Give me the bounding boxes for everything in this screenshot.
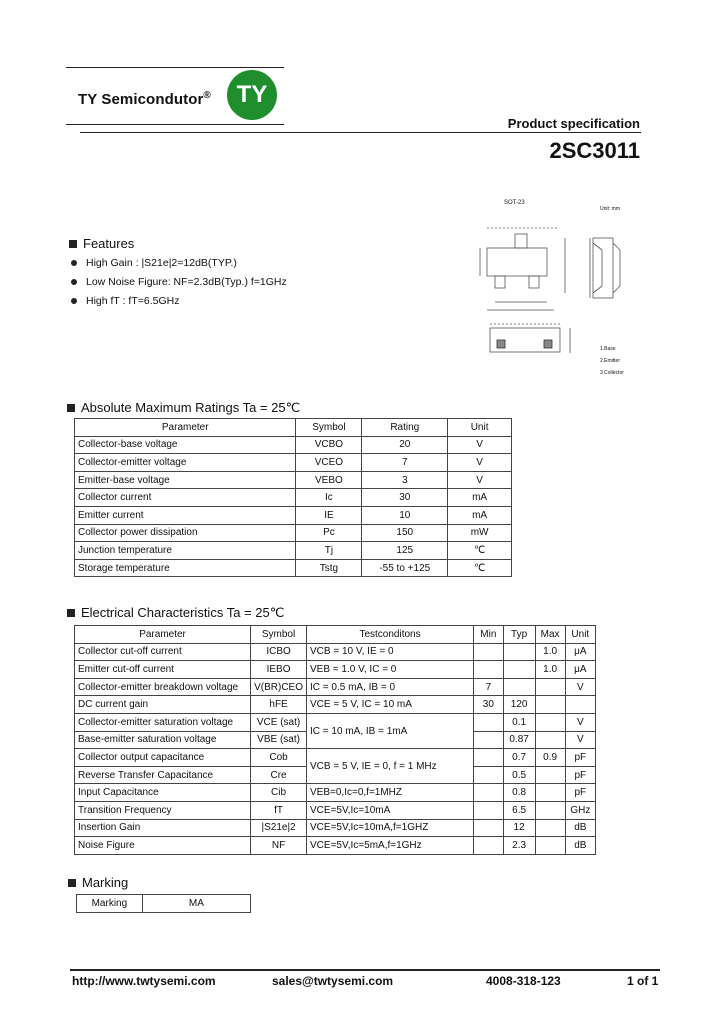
unit-cell: μA	[565, 661, 595, 679]
footer-page: 1 of 1	[627, 974, 659, 988]
min-cell	[474, 713, 504, 731]
param-cell: Junction temperature	[75, 542, 296, 560]
max-cell	[535, 713, 565, 731]
param-cell: Input Capacitance	[75, 784, 251, 802]
unit-note: Unit: mm	[600, 206, 620, 212]
cond-cell: VCE=5V,Ic=10mA	[307, 801, 474, 819]
param-cell: Collector-emitter breakdown voltage	[75, 678, 251, 696]
header-left-rule	[66, 124, 284, 125]
company-logo	[227, 70, 277, 120]
table-row	[75, 837, 596, 855]
unit-cell: dB	[565, 819, 595, 837]
unit-cell: V	[565, 731, 595, 749]
feature-item	[71, 276, 287, 288]
unit-cell: pF	[565, 784, 595, 802]
registered-mark: ®	[203, 90, 211, 101]
features-title	[69, 236, 134, 251]
min-cell	[474, 643, 504, 661]
unit-cell: μA	[565, 643, 595, 661]
bullet-icon	[71, 279, 77, 285]
typ-cell: 0.5	[503, 766, 535, 784]
typ-cell: 0.87	[503, 731, 535, 749]
footer-rule	[70, 969, 660, 971]
unit-cell: V	[448, 436, 512, 454]
unit-cell: ℃	[448, 559, 512, 577]
sym-cell: hFE	[251, 696, 307, 714]
typ-cell	[503, 661, 535, 679]
max-cell	[535, 696, 565, 714]
header-cell: Testconditons	[307, 626, 474, 644]
param-cell: Collector-emitter saturation voltage	[75, 713, 251, 731]
rating-cell: 30	[362, 489, 448, 507]
typ-cell: 0.8	[503, 784, 535, 802]
sym-cell: ICBO	[251, 643, 307, 661]
max-cell	[535, 678, 565, 696]
typ-cell: 12	[503, 819, 535, 837]
param-cell: Emitter cut-off current	[75, 661, 251, 679]
table-row	[75, 801, 596, 819]
section-bullet	[69, 240, 77, 248]
min-cell: 30	[474, 696, 504, 714]
footer-phone: 4008-318-123	[486, 974, 561, 988]
table-row	[75, 643, 596, 661]
sym-cell: Cob	[251, 749, 307, 767]
bullet-icon	[71, 298, 77, 304]
param-cell: Noise Figure	[75, 837, 251, 855]
symbol-cell: IE	[296, 506, 362, 524]
unit-cell: V	[448, 454, 512, 472]
max-cell: 0.9	[535, 749, 565, 767]
table-row	[75, 542, 512, 560]
package-name: SOT-23	[504, 200, 525, 206]
unit-cell	[565, 696, 595, 714]
param-cell: Storage temperature	[75, 559, 296, 577]
table-row	[75, 749, 596, 767]
table-header-row	[75, 419, 512, 437]
rating-cell: 10	[362, 506, 448, 524]
symbol-cell: VCEO	[296, 454, 362, 472]
elec-title	[67, 605, 284, 621]
cond-cell: VCB = 10 V, IE = 0	[307, 643, 474, 661]
param-cell: Reverse Transfer Capacitance	[75, 766, 251, 784]
param-cell: Collector power dissipation	[75, 524, 296, 542]
param-cell: Collector current	[75, 489, 296, 507]
sym-cell: VBE (sat)	[251, 731, 307, 749]
typ-cell: 120	[503, 696, 535, 714]
sym-cell: |S21e|2	[251, 819, 307, 837]
table-row	[75, 559, 512, 577]
min-cell	[474, 749, 504, 767]
rating-cell: 7	[362, 454, 448, 472]
footer-website-link[interactable]: http://www.twtysemi.com	[72, 974, 216, 988]
cond-cell: IC = 10 mA, IB = 1mA	[307, 713, 474, 748]
min-cell	[474, 837, 504, 855]
elec-table	[74, 625, 596, 855]
header-cell: Parameter	[75, 626, 251, 644]
sym-cell: fT	[251, 801, 307, 819]
unit-cell: pF	[565, 749, 595, 767]
table-row	[75, 454, 512, 472]
cond-cell: VCE=5V,Ic=5mA,f=1GHz	[307, 837, 474, 855]
max-cell: 1.0	[535, 643, 565, 661]
typ-cell: 6.5	[503, 801, 535, 819]
symbol-cell: Ic	[296, 489, 362, 507]
sym-cell: VCE (sat)	[251, 713, 307, 731]
abs-max-title-text: Absolute Maximum Ratings Ta = 25℃	[81, 400, 301, 415]
footer-email-link[interactable]: sales@twtysemi.com	[272, 974, 394, 988]
cond-cell: VCB = 5 V, IE = 0, f = 1 MHz	[307, 749, 474, 784]
rating-cell: -55 to +125	[362, 559, 448, 577]
sym-cell: Cre	[251, 766, 307, 784]
param-cell: Base-emitter saturation voltage	[75, 731, 251, 749]
max-cell	[535, 801, 565, 819]
section-bullet	[67, 609, 75, 617]
min-cell	[474, 819, 504, 837]
max-cell	[535, 819, 565, 837]
bullet-icon	[71, 260, 77, 266]
param-cell: Collector cut-off current	[75, 643, 251, 661]
marking-value: MA	[142, 895, 250, 913]
param-cell: Transition Frequency	[75, 801, 251, 819]
param-cell: DC current gain	[75, 696, 251, 714]
unit-cell: GHz	[565, 801, 595, 819]
abs-max-title	[67, 400, 300, 416]
package-drawing	[470, 198, 640, 383]
table-row	[75, 819, 596, 837]
cond-cell: VCE = 5 V, IC = 10 mA	[307, 696, 474, 714]
typ-cell: 0.7	[503, 749, 535, 767]
min-cell: 7	[474, 678, 504, 696]
feature-text: High Gain : |S21e|2=12dB(TYP.)	[86, 257, 237, 269]
unit-cell: ℃	[448, 542, 512, 560]
max-cell	[535, 731, 565, 749]
max-cell	[535, 837, 565, 855]
pin-label-3: 3.Collector	[600, 370, 624, 376]
min-cell	[474, 661, 504, 679]
sym-cell: IEBO	[251, 661, 307, 679]
sym-cell: NF	[251, 837, 307, 855]
pin-label-2: 2.Emitter	[600, 358, 621, 364]
table-header-row	[75, 626, 596, 644]
typ-cell: 2.3	[503, 837, 535, 855]
param-cell: Insertion Gain	[75, 819, 251, 837]
pin-labels	[600, 343, 624, 379]
symbol-cell: Pc	[296, 524, 362, 542]
param-cell: Collector-base voltage	[75, 436, 296, 454]
header-long-rule	[80, 132, 641, 133]
cond-cell: VEB = 1.0 V, IC = 0	[307, 661, 474, 679]
symbol-cell: VEBO	[296, 471, 362, 489]
header-cell: Parameter	[75, 419, 296, 437]
header-cell: Min	[474, 626, 504, 644]
min-cell	[474, 731, 504, 749]
abs-max-table	[74, 418, 512, 577]
feature-text: High fT : fT=6.5GHz	[86, 295, 180, 307]
header-cell: Symbol	[251, 626, 307, 644]
feature-item	[71, 295, 179, 307]
header-cell: Symbol	[296, 419, 362, 437]
param-cell: Emitter-base voltage	[75, 471, 296, 489]
table-row	[77, 895, 251, 913]
typ-cell	[503, 678, 535, 696]
unit-cell: mA	[448, 489, 512, 507]
unit-cell: V	[565, 678, 595, 696]
min-cell	[474, 766, 504, 784]
header-top-rule	[66, 67, 284, 68]
symbol-cell: Tstg	[296, 559, 362, 577]
rating-cell: 125	[362, 542, 448, 560]
max-cell	[535, 766, 565, 784]
typ-cell	[503, 643, 535, 661]
max-cell	[535, 784, 565, 802]
table-row	[75, 713, 596, 731]
elec-title-text: Electrical Characteristics Ta = 25℃	[81, 605, 285, 620]
marking-title	[68, 875, 128, 890]
unit-cell: V	[448, 471, 512, 489]
rating-cell: 150	[362, 524, 448, 542]
min-cell	[474, 784, 504, 802]
cond-cell: VEB=0,Ic=0,f=1MHZ	[307, 784, 474, 802]
table-row	[75, 784, 596, 802]
header-cell: Rating	[362, 419, 448, 437]
unit-cell: mA	[448, 506, 512, 524]
doc-type: Product specification	[507, 116, 640, 131]
symbol-cell: VCBO	[296, 436, 362, 454]
part-number: 2SC3011	[549, 138, 640, 163]
unit-cell: dB	[565, 837, 595, 855]
unit-cell: pF	[565, 766, 595, 784]
sym-cell: Cib	[251, 784, 307, 802]
feature-text: Low Noise Figure: NF=2.3dB(Typ.) f=1GHz	[86, 276, 287, 288]
header-cell: Unit	[448, 419, 512, 437]
section-bullet	[67, 404, 75, 412]
rating-cell: 3	[362, 471, 448, 489]
max-cell: 1.0	[535, 661, 565, 679]
table-row	[75, 436, 512, 454]
param-cell: Emitter current	[75, 506, 296, 524]
table-row	[75, 489, 512, 507]
typ-cell: 0.1	[503, 713, 535, 731]
table-row	[75, 696, 596, 714]
marking-label: Marking	[77, 895, 143, 913]
header-cell: Unit	[565, 626, 595, 644]
param-cell: Collector-emitter voltage	[75, 454, 296, 472]
marking-table	[76, 894, 251, 913]
param-cell: Collector output capacitance	[75, 749, 251, 767]
table-row	[75, 524, 512, 542]
rating-cell: 20	[362, 436, 448, 454]
table-row	[75, 678, 596, 696]
company-name	[78, 90, 211, 108]
header-cell: Typ	[503, 626, 535, 644]
cond-cell: VCE=5V,Ic=10mA,f=1GHZ	[307, 819, 474, 837]
table-row	[75, 506, 512, 524]
section-bullet	[68, 879, 76, 887]
unit-cell: V	[565, 713, 595, 731]
table-row	[75, 661, 596, 679]
symbol-cell: Tj	[296, 542, 362, 560]
unit-cell: mW	[448, 524, 512, 542]
sym-cell: V(BR)CEO	[251, 678, 307, 696]
marking-title-text: Marking	[82, 875, 129, 890]
features-title-text: Features	[83, 236, 135, 251]
logo-text: TY	[236, 81, 268, 108]
cond-cell: IC = 0.5 mA, IB = 0	[307, 678, 474, 696]
company-name-text: TY Semicondutor	[78, 91, 204, 108]
table-row	[75, 471, 512, 489]
pin-label-1: 1.Base	[600, 346, 616, 352]
header-cell: Max	[535, 626, 565, 644]
min-cell	[474, 801, 504, 819]
feature-item	[71, 257, 237, 269]
